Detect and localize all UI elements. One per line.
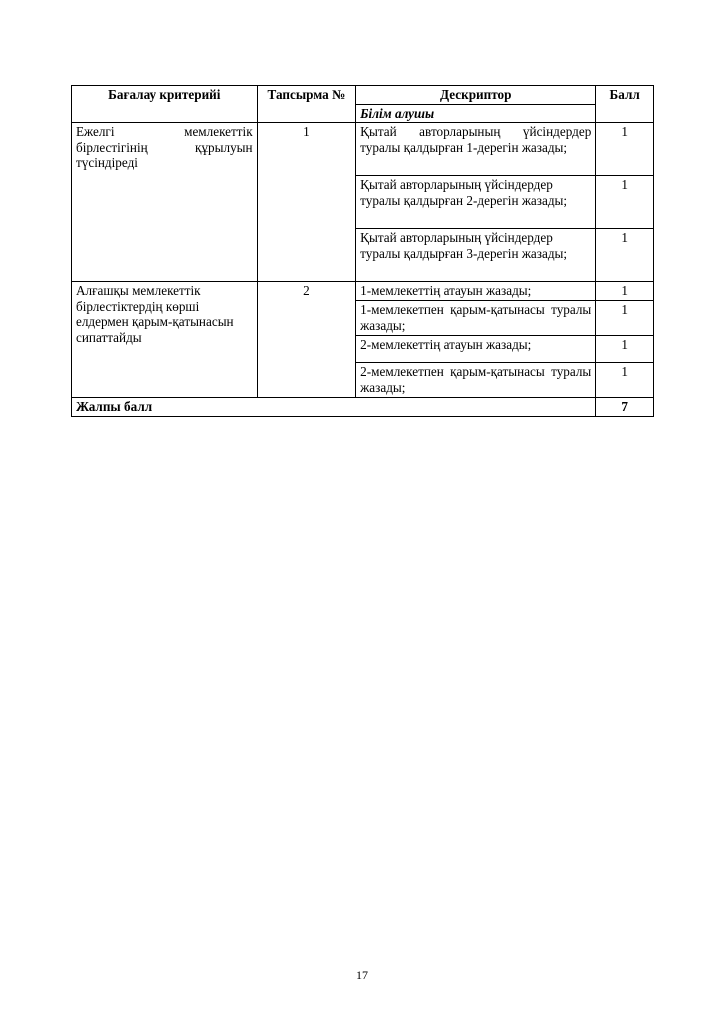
score-cell: 1 (596, 301, 654, 336)
descriptor-cell: Қытай авторларының үйсіндердер туралы қалдырған 1-дерегін жазады; (356, 123, 596, 176)
score-cell: 1 (596, 336, 654, 363)
criterion-cell: Алғашқы мемлекеттік бірлестіктердің көрші елдермен қарым-қатынасын сипаттайды (72, 282, 258, 398)
descriptor-cell: 1-мемлекетпен қарым-қатынасы туралы жазады; (356, 301, 596, 336)
table-row (72, 123, 654, 176)
descriptor-cell: 2-мемлекетпен қарым-қатынасы туралы жазады; (356, 363, 596, 398)
descriptor-subheader: Білім алушы (356, 104, 596, 123)
score-header: Балл (596, 86, 654, 123)
criterion-line: Ежелгі мемлекеттік (76, 124, 253, 140)
task-header: Тапсырма № (257, 86, 356, 123)
criterion-cell (72, 123, 258, 282)
descriptor-cell: 2-мемлекеттің атауын жазады; (356, 336, 596, 363)
descriptor-cell: Қытай авторларының үйсіндердер туралы қалдырған 2-дерегін жазады; (356, 176, 596, 229)
criterion-header: Бағалау критерийі (72, 86, 258, 123)
descriptor-header: Дескриптор (356, 86, 596, 105)
score-cell: 1 (596, 363, 654, 398)
score-cell: 1 (596, 176, 654, 229)
task-number-cell: 2 (257, 282, 356, 398)
score-cell: 1 (596, 229, 654, 282)
total-row (72, 398, 654, 417)
task-number-cell: 1 (257, 123, 356, 282)
page-number: 17 (356, 968, 368, 982)
total-value: 7 (596, 398, 654, 417)
header-row (72, 86, 654, 105)
criterion-line: түсіндіреді (76, 155, 138, 171)
criterion-line: бірлестігінің құрылуын (76, 139, 253, 155)
assessment-rubric-table (71, 85, 654, 417)
table-row (72, 282, 654, 301)
descriptor-cell: 1-мемлекеттің атауын жазады; (356, 282, 596, 301)
score-cell: 1 (596, 123, 654, 176)
descriptor-cell: Қытай авторларының үйсіндердер туралы қалдырған 3-дерегін жазады; (356, 229, 596, 282)
total-label: Жалпы балл (72, 398, 596, 417)
score-cell: 1 (596, 282, 654, 301)
